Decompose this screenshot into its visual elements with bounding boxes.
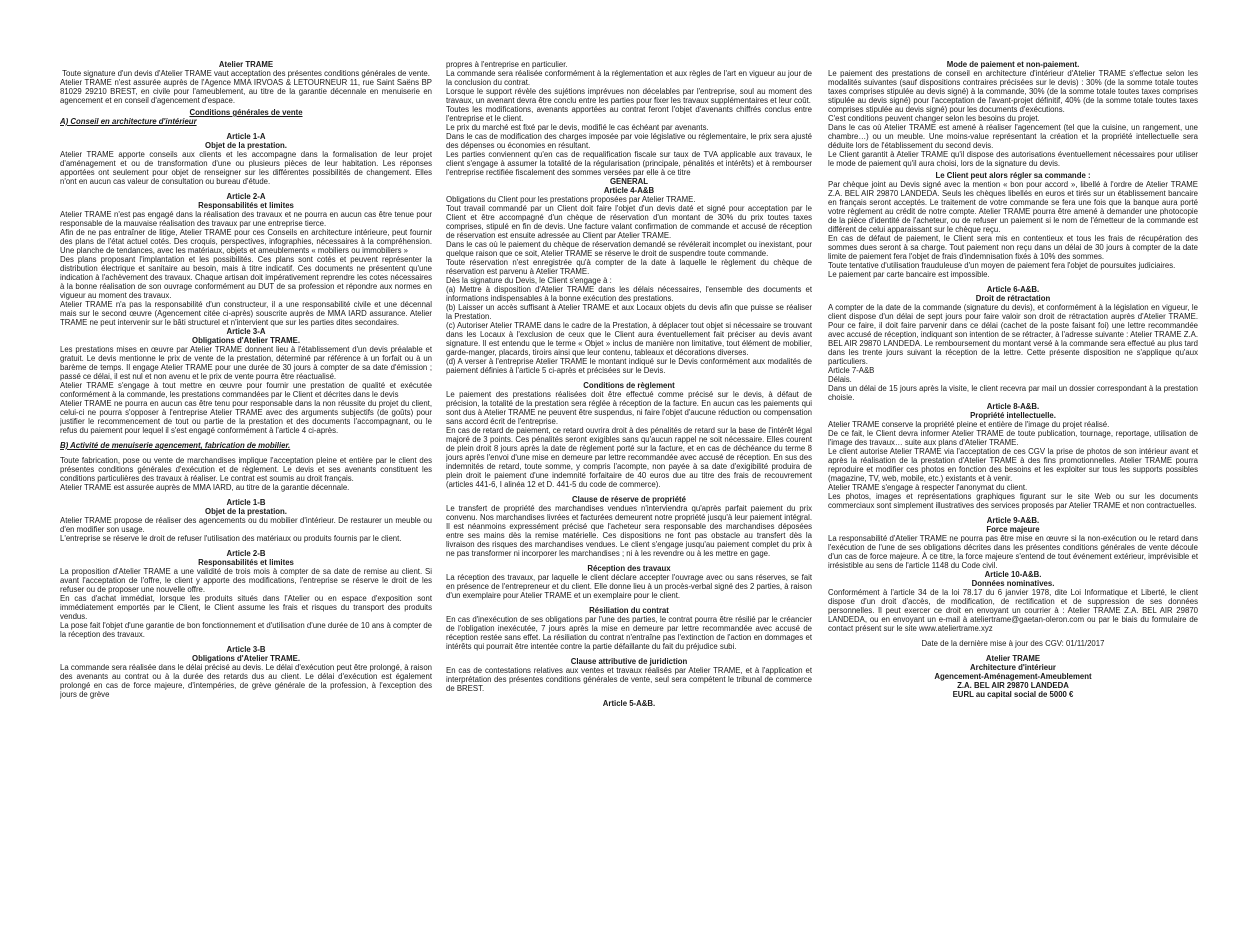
- doc-title: Atelier TRAME: [218, 60, 274, 69]
- article-1a-subtitle: Objet de la prestation.: [205, 141, 287, 150]
- client-payment-text-2: En cas de défaut de paiement, le Client sera mis en contentieux et tous les frais de récupération des sommes dues seront à sa charge. Tout paiement non reçu dans un délai de 30 jours à compter de la date limite de paiement fera l'objet de frais d'indemnisation fixés à 10% des sommes.: [828, 234, 1198, 261]
- article-3b-text-7: Dans le cas de modification des charges imposée par voie législative ou réglementaire, le prix sera ajusté des dépenses ou économies en résultant.: [446, 132, 812, 150]
- article-3b-text-2: propres à l'entreprise en particulier.: [446, 60, 568, 69]
- article-6-text: A compter de la date de la commande (signature du devis), et conformément à la législation en vigueur, le client dispose d'un délai de sept jours pour faire valoir son droit de rétractation auprès d'Atelier TRAME. Pour ce faire, il doit faire parvenir dans ce délai (cachet de la poste faisant foi) une lettre recommandée avec accusé de réception, indiquant son intention de se rétracter, à l'adresse suivante : Atelier TRAME Z.A. BEL AIR 29870 LANDEDA. Le remboursement du montant versé à la commande sera effectué au plus tard dans les trente jours suivant la réception de la lettre. Cette présente disposition ne s'applique qu'aux particuliers.: [828, 303, 1198, 366]
- article-3b-text-6: Le prix du marché est fixé par le devis, modifié le cas échéant par avenants.: [446, 123, 709, 132]
- article-3b-subtitle: Obligations d'Atelier TRAME.: [192, 654, 300, 663]
- article-1a-text: Atelier TRAME apporte conseils aux clients et les accompagne dans la formalisation de leur projet d'aménagement et ou de transformation d'une ou plusieurs pièces de leur habitation. Les réponses apportées ont seulement pour objet de renseigner sur les différentes possibilités de changement. Elles n'ont en aucun cas valeur de consultation ou bureau d'étude.: [60, 150, 432, 186]
- article-3a-text-1: Les prestations mises en œuvre par Atelier TRAME donnent lieu à l'établissement d'un devis préalable et gratuit. Le devis mentionne le prix de vente de la prestation, déterminé par référence à un forfait ou à un barème de temps. Il engage Atelier TRAME pour une durée de 30 jours à compter de sa date d'émission ; passé ce délai, il est nul et non avenu et le prix de vente pourra être réactualisé.: [60, 345, 432, 381]
- article-9-title: Article 9-A&B.: [986, 516, 1040, 525]
- ownership-clause-title: Clause de réserve de propriété: [572, 495, 686, 504]
- article-3b-title: Article 3-B: [226, 645, 266, 654]
- article-3b-text-3: La commande sera réalisée conformément à la réglementation et aux règles de l'art en vigueur au jour de la conclusion du contrat.: [446, 69, 812, 87]
- article-7-title: Article 7-A&B: [828, 366, 875, 375]
- article-4-item-d: (d) A verser à l'entreprise Atelier TRAME le montant indiqué sur le Devis conformément aux modalités de paiement définies à l'article 5 ci-après et précisées sur le Devis.: [446, 357, 812, 375]
- article-2b-subtitle: Responsabilités et limites: [198, 558, 294, 567]
- intro-text: Toute signature d'un devis d'Atelier TRAME vaut acceptation des présentes conditions générales de vente.: [62, 69, 430, 78]
- article-4-text-2: Tout travail commandé par un Client doit faire l'objet d'un devis daté et signé pour acceptation par le Client et être accompagné d'un chèque de réservation d'un montant de 30% du prix toutes taxes comprises, stipulé en fin de devis. Une facture valant confirmation de commande et accusé de réception de réservation est ensuite adressée au Client par Atelier TRAME.: [446, 204, 812, 240]
- article-2a-subtitle: Responsabilités et limites: [198, 201, 294, 210]
- section-b-text-1: Toute fabrication, pose ou vente de marchandises implique l'acceptation pleine et entière par le client des présentes conditions générales d'exécution et de règlement. Le devis et ses avenants constituent les conditions particulières des travaux à réaliser. Le contrat est soumis au droit français.: [60, 456, 432, 483]
- article-1b-text-1: Atelier TRAME propose de réaliser des agencements ou du mobilier d'intérieur. De restaurer un meuble ou d'en modifier son usage.: [60, 516, 432, 534]
- signature-company: Atelier TRAME: [985, 654, 1041, 663]
- article-7-text: Dans un délai de 15 jours après la visite, le client recevra par mail un dossier correspondant à la prestation choisie.: [828, 384, 1198, 402]
- article-1b-title: Article 1-B: [226, 498, 266, 507]
- article-3a-subtitle: Obligations d'Atelier TRAME.: [192, 336, 300, 345]
- article-7-subtitle: Délais.: [828, 375, 852, 384]
- column-2: [446, 60, 812, 930]
- article-4-item-a: (a) Mettre à disposition d'Atelier TRAME dans les délais nécessaires, l'ensemble des documents et informations indispensables à la bonne exécution des prestations.: [446, 285, 812, 303]
- payment-mode-text-4: Le Client garantit à Atelier TRAME qu'il dispose des autorisations éventuellement nécessaires pour utiliser le mode de paiement qu'il aura choisi, lors de la signature du devis.: [828, 150, 1198, 168]
- article-10-title: Article 10-A&B.: [984, 570, 1042, 579]
- article-2b-title: Article 2-B: [226, 549, 266, 558]
- signature-address: Z.A. BEL AIR 29870 LANDEDA: [957, 681, 1069, 690]
- signature-activity: Architecture d'intérieur: [970, 663, 1056, 672]
- general-heading: GENERAL: [609, 177, 649, 186]
- article-3b-text-8: Les parties conviennent qu'en cas de requalification fiscale sur taux de TVA applicable aux travaux, le client s'engage à assumer la totalité de la régularisation (principale, pénalités et intérêts) et à rembourser l'entreprise rectifiée fiscalement des sommes versées par elle à ce titre: [446, 150, 812, 177]
- section-a-heading: A) Conseil en architecture d'intérieur: [60, 117, 197, 126]
- article-4-item-c: (c) Autoriser Atelier TRAME dans le cadre de la Prestation, à déplacer tout objet si nécessaire se trouvant dans les Locaux à l'exclusion de ceux que le Client aura éventuellement fait préciser au devis avant signature. Il est entendu que le terme « Objet » inclus de manière non limitative, tout élément de mobilier, garde-manger, placards, tiroirs ainsi que leur contenu, tableaux et décorations diverses.: [446, 321, 812, 357]
- article-3a-text-2: Atelier TRAME s'engage à tout mettre en œuvre pour fournir une prestation de qualité et exécutée conformément à la commande, les prestations commandées par le Client et décrites dans le devis: [60, 381, 432, 399]
- article-4-text-3: Dans le cas où le paiement du chèque de réservation demandé se révélerait incomplet ou inexistant, pour quelque raison que ce soit, Atelier TRAME se réserve le droit de suspendre toute commande.: [446, 240, 812, 258]
- jurisdiction-title: Clause attributive de juridiction: [570, 657, 688, 666]
- article-3a-text-3: Atelier TRAME ne pourra en aucun cas être tenu pour responsable dans la non réussite du projet du client, celui-ci ne pourra s'opposer à l'entreprise Atelier TRAME avec des arguments subjectifs (de goûts) pour justifier le recommencement de tout ou partie de la prestation et des documents l'accompagnant, ou le refus du paiement pour lequel il s'est engagé conformément à l'article 4 ci-après.: [60, 399, 432, 435]
- article-8-text-4: Atelier TRAME s'engage à respecter l'anonymat du client.: [828, 483, 1028, 492]
- article-3b-text-4: Lorsque le support révèle des sujétions imprévues non décelables par l'entreprise, soul au moment des travaux, un avenant devra être conclu entre les parties pour fixer les travaux supplémentaires et leur coût.: [446, 87, 812, 105]
- client-payment-text-4: Le paiement par carte bancaire est impossible.: [828, 270, 990, 279]
- article-8-subtitle: Propriété intellectuelle.: [970, 411, 1056, 420]
- article-8-text-5: Les photos, images et représentations graphiques figurant sur le site Web ou sur les documents commerciaux sont simplement illustratives des services proposés par Atelier TRAME et non contractuelles.: [828, 492, 1198, 510]
- article-4-text-1: Obligations du Client pour les prestations proposées par Atelier TRAME.: [446, 195, 696, 204]
- payment-mode-title: Mode de paiement et non-paiement.: [946, 60, 1080, 69]
- article-4-text-5: Dès la signature du Devis, le Client s'engage à :: [446, 276, 612, 285]
- last-update-date: Date de la dernière mise à jour des CGV: 01/11/2017: [921, 639, 1105, 648]
- article-2b-text-1: La proposition d'Atelier TRAME a une validité de trois mois à compter de sa date de remise au client. Si avant l'acceptation de l'offre, le client y apporte des modifications, l'entreprise se réserve le droit de les refuser ou de proposer une nouvelle offre.: [60, 567, 432, 594]
- article-10-text: Conformément à l'article 34 de la loi 78.17 du 6 janvier 1978, dite Loi Informatique et Liberté, le client dispose d'un droit d'accès, de modification, de rectification et de suppression de ses données personnelles. Il peut exercer ce droit en envoyant un courrier à : Atelier TRAME Z.A. BEL AIR 29870 LANDEDA, ou en envoyant un e-mail à ateliertrame@gaetan-oleron.com ou par le biais du formulaire de contact présent sur le site www.ateliertrame.xyz: [828, 588, 1198, 633]
- intro-insurance-text: Atelier TRAME n'est assurée auprès de l'Agence MMA IRVOAS & LETOURNEUR 11, rue Saint Saëns BP 81029 29210 BREST, en civile pour l'ameublement, au titre de la garantie décennale en menuiserie en agencement et en conseil d'agencement d'espace.: [60, 78, 432, 105]
- article-8-text-3: Le client autorise Atelier TRAME via l'acceptation de ces CGV la prise de photos de son intérieur avant et après la réalisation de la prestation d'Atelier TRAME à des fins promotionnelles. Atelier TRAME pourra reproduire et modifier ces photos en fonction des besoins et les exploiter sur tous les supports possibles (magazine, TV, web, mobile, etc.) existants et à venir.: [828, 447, 1198, 483]
- article-6-title: Article 6-A&B.: [986, 285, 1040, 294]
- works-reception-text: La réception des travaux, par laquelle le client déclare accepter l'ouvrage avec ou sans réserves, se fait en présence de l'entrepreneur et du client. Elle donne lieu à un procès-verbal signé des 2 parties, à raison d'un exemplaire pour Atelier TRAME et un exemplaire pour le client.: [446, 573, 812, 600]
- article-3b-text-1: La commande sera réalisée dans le délai précisé au devis. Le délai d'exécution peut être prolongé, à raison des avenants au contrat ou à la durée des retards dus au client. Le délai d'exécution est également prolongé en cas de force majeure, d'intempéries, de grève générale de la profession, à l'exception des jours de grève: [60, 663, 432, 699]
- payment-mode-text-3: Dans le cas où Atelier TRAME est amené à réaliser l'agencement (tel que la cuisine, un rangement, une chambre…) ou un meuble. Une moins-value représentant la création et la propriété intellectuelle sera déduite lors de l'établissement du second devis.: [828, 123, 1198, 150]
- article-6-subtitle: Droit de rétractation: [975, 294, 1051, 303]
- works-reception-title: Réception des travaux: [587, 564, 671, 573]
- article-2a-text-3: Des plans proposant l'implantation et les possibilités. Ces plans sont cotés et peuvent représenter la distribution électrique et sanitaire au besoin, mais à titre indicatif. Ces documents ne présentent qu'une indication à l'achèvement des travaux. Chaque artisan doit impérativement reprendre les cotes nécessaires à la bonne réalisation de son ouvrage conformément au DUT de sa profession et répondre aux normes en vigueur au moment des travaux.: [60, 255, 432, 300]
- article-2a-text-4: Atelier TRAME n'a pas la responsabilité d'un constructeur, il a une responsabilité civile et une décennal mais sur le second œuvre (Agencement citée ci-après) souscrite auprès de MMA IARD assurance. Atelier TRAME ne peut intervenir sur le bâti structurel et n'intervient que sur les parties dites secondaires.: [60, 300, 432, 327]
- article-2b-text-2: En cas d'achat immédiat, lorsque les produits situés dans l'Atelier ou en espace d'exposition sont immédiatement emportés par le Client, le Client assume les frais et risques du transport des produits vendus.: [60, 594, 432, 621]
- article-2a-title: Article 2-A: [226, 192, 266, 201]
- article-2b-text-3: La pose fait l'objet d'une garantie de bon fonctionnement et d'utilisation d'une durée de 10 ans à compter de la réception des travaux.: [60, 621, 432, 639]
- article-4-title: Article 4-A&B: [603, 186, 655, 195]
- section-b-text-2: Atelier TRAME est assurée auprès de MMA IARD, au titre de la garantie décennale.: [60, 483, 350, 492]
- article-3b-text-5: Toutes les modifications, avenants apportées au contrat feront l'objet d'avenants chiffrés conclus entre l'entreprise et le client.: [446, 105, 812, 123]
- payment-conditions-text-1: Le paiement des prestations réalisées doit être effectué comme précisé sur le devis, à défaut de précision, la totalité de la prestation sera réglée à réception de la facture. En aucun cas les paiements qui sont dus à Atelier TRAME ne peuvent être suspendus, ni faire l'objet d'aucune réduction ou compensation sans accord écrit de l'entreprise.: [446, 390, 812, 426]
- section-b-heading: B) Activité de menuiserie agencement, fabrication de mobilier.: [60, 441, 291, 450]
- signature-capital: EURL au capital social de 5000 €: [952, 690, 1074, 699]
- column-3: [828, 60, 1198, 930]
- article-5-title: Article 5-A&B.: [602, 699, 656, 708]
- payment-mode-text-2: C'est conditions peuvent changer selon les besoins du projet.: [828, 114, 1040, 123]
- cgv-title: Conditions générales de vente: [189, 108, 303, 117]
- article-8-title: Article 8-A&B.: [986, 402, 1040, 411]
- client-payment-text-3: Toute tentative d'utilisation frauduleuse d'un moyen de paiement fera l'objet de poursuites judiciaires.: [828, 261, 1176, 270]
- termination-text: En cas d'inexécution de ses obligations par l'une des parties, le contrat pourra être résilié par le créancier de l'obligation inexécutée, 7 jours après la mise en demeure par lettre recommandée avec accusé de réception restée sans effet. La résiliation du contrat n'entraîne pas l'extinction de l'action en dommages et intérêts qui pourrait être intentée contre la partie défaillante du fait du préjudice subi.: [446, 615, 812, 651]
- payment-conditions-text-2: En cas de retard de paiement, ce retard ouvrira droit à des pénalités de retard sur la base de l'intérêt légal majoré de 3 points. Ces pénalités seront exigibles sans qu'aucun rappel ne soit nécessaire. Elles courent de plein droit 8 jours après la date de règlement porté sur la facture, et en cas de déchéance du terme 8 jours après l'envoi d'une mise en demeure par lettre recommandée avec accusé de réception. En sus des indemnités de retard, toute somme, y compris l'acompte, non payée à sa date d'exigibilité produira de plein droit le paiement d'une indemnité forfaitaire de 40 euros due au titre des frais de recouvrement (articles 441-6, I alinéa 12 et D. 441-5 du code de commerce).: [446, 426, 812, 489]
- article-2a-text-2: Afin de ne pas entraîner de litige, Atelier TRAME pour ces Conseils en architecture intérieure, peut fournir des plans de l'état actuel cotés. Des croquis, perspectives, infographies, nécessaires à la compréhension. Une planche de tendances, avec les matériaux, objets et ameublements « mobiliers ou immobiliers »: [60, 228, 432, 255]
- column-1: [60, 60, 432, 930]
- article-9-subtitle: Force majeure: [986, 525, 1040, 534]
- ownership-clause-text: Le transfert de propriété des marchandises vendues n'interviendra qu'après parfait paiement du prix convenu. Nos marchandises livrées et facturées demeurent notre propriété jusqu'à leur paiement intégral. Il est néanmoins expressément précisé que l'acheteur sera responsable des marchandises déposées entre ses mains dès la remise matérielle. Ces dispositions ne font pas obstacle au transfert dès la livraison des risques des marchandises vendues. Le client s'engage jusqu'au paiement complet du prix à ne pas transformer ni incorporer les marchandises ; ni à les revendre ou à les mettre en gage.: [446, 504, 812, 558]
- article-1b-subtitle: Objet de la prestation.: [205, 507, 287, 516]
- article-10-subtitle: Données nominatives.: [971, 579, 1055, 588]
- article-3a-title: Article 3-A: [226, 327, 266, 336]
- client-payment-title: Le Client peut alors régler sa commande :: [935, 171, 1091, 180]
- termination-title: Résiliation du contrat: [589, 606, 669, 615]
- article-9-text: La responsabilité d'Atelier TRAME ne pourra pas être mise en œuvre si la non-exécution ou le retard dans l'exécution de l'une de ses obligations décrites dans les présentes conditions générales de vente découle d'un cas de force majeure. À ce titre, la force majeure s'entend de tout événement extérieur, imprévisible et irrésistible au sens de l'article 1148 du Code civil.: [828, 534, 1198, 570]
- article-1a-title: Article 1-A: [226, 132, 266, 141]
- article-4-text-4: Toute réservation n'est enregistrée qu'à compter de la date à laquelle le règlement du chèque de réservation est parvenu à Atelier TRAME.: [446, 258, 812, 276]
- client-payment-text-1: Par chèque joint au Devis signé avec la mention « bon pour accord », libellé à l'ordre de Atelier TRAME Z.A. BEL AIR 29870 LANDEDA. Seuls les chèques libellés en euros et tirés sur un établissement bancaire en français seront acceptés. Le traitement de votre commande se fera une fois que la banque aura porté votre règlement au crédit de notre compte. Atelier TRAME pourra être amené à demander une photocopie de la pièce d'identité de l'acheteur, ou de refuser un paiement si le nom de l'émetteur de la commande est différent de celui apparaissant sur le chèque reçu.: [828, 180, 1198, 234]
- jurisdiction-text: En cas de contestations relatives aux ventes et travaux réalisés par Atelier TRAME, et à l'application et interprétation des présentes conditions générales de vente, seul sera compétent le tribunal de commerce de BREST.: [446, 666, 812, 693]
- payment-mode-text-1: Le paiement des prestations de conseil en architecture d'intérieur d'Atelier TRAME s'effectue selon les modalités suivantes (sauf dispositions contraires précisées sur le devis) : 30% (de la somme totale toutes taxes comprises stipulée au devis signé) à la commande, 30% (de la somme totale toutes taxes comprises stipulée au devis signé) pour l'acceptation de l'avant-projet définitif, 40% (de la somme totale toutes taxes comprises stipulée au devis signé) pour les documents d'exécutions.: [828, 69, 1198, 114]
- signature-services: Agencement-Aménagement-Ameublement: [934, 672, 1092, 681]
- article-4-item-b: (b) Laisser un accès suffisant à Atelier TRAME et aux Locaux objets du devis afin que puisse se réaliser la Prestation.: [446, 303, 812, 321]
- article-1b-text-2: L'entreprise se réserve le droit de refuser l'utilisation des matériaux ou produits fournis par le client.: [60, 534, 402, 543]
- payment-conditions-title: Conditions de règlement: [583, 381, 675, 390]
- article-8-text-2: De ce fait, le Client devra informer Atelier TRAME de toute publication, tournage, reportage, utilisation de l'image des travaux… suite aux plans d'Atelier TRAME.: [828, 429, 1198, 447]
- article-8-text-1: Atelier TRAME conserve la propriété pleine et entière de l'image du projet réalisé.: [828, 420, 1110, 429]
- article-2a-text-1: Atelier TRAME n'est pas engagé dans la réalisation des travaux et ne pourra en aucun cas être tenue pour responsable de la mauvaise réalisation des travaux par une entreprise tierce.: [60, 210, 432, 228]
